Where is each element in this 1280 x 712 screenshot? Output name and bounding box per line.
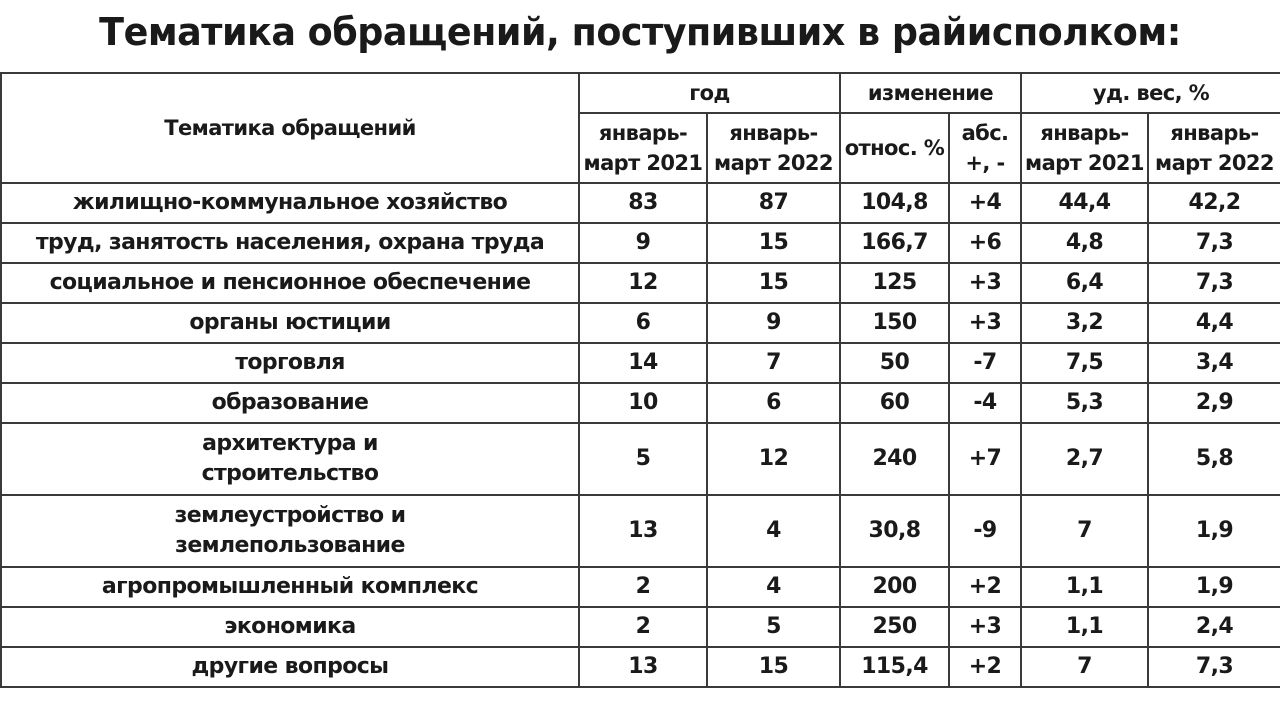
cell-share-2021: 44,4 [1021,183,1148,223]
cell-topic: торговля [1,343,579,383]
cell-topic: архитектура и строительство [1,423,579,495]
cell-jan-mar-2021: 13 [579,495,707,567]
header-topic: Тематика обращений [1,73,579,183]
cell-topic: социальное и пенсионное обеспечение [1,263,579,303]
cell-share-2022: 5,8 [1148,423,1280,495]
table-row [1,183,1280,223]
cell-share-2022: 3,4 [1148,343,1280,383]
cell-jan-mar-2021: 12 [579,263,707,303]
cell-jan-mar-2022: 5 [707,607,840,647]
cell-change-rel: 30,8 [840,495,949,567]
cell-share-2021: 7 [1021,647,1148,687]
cell-change-abs: -4 [949,383,1021,423]
cell-jan-mar-2021: 14 [579,343,707,383]
cell-topic: землеустройство и землепользование [1,495,579,567]
cell-change-abs: +4 [949,183,1021,223]
table-row [1,343,1280,383]
table-row [1,383,1280,423]
cell-change-rel: 250 [840,607,949,647]
cell-jan-mar-2022: 87 [707,183,840,223]
topics-table [0,72,1280,688]
cell-share-2021: 6,4 [1021,263,1148,303]
table-row [1,223,1280,263]
cell-change-abs: +2 [949,647,1021,687]
cell-jan-mar-2022: 7 [707,343,840,383]
cell-share-2022: 2,9 [1148,383,1280,423]
cell-jan-mar-2021: 2 [579,607,707,647]
cell-change-rel: 166,7 [840,223,949,263]
table-body [1,183,1280,687]
cell-jan-mar-2022: 12 [707,423,840,495]
cell-share-2021: 3,2 [1021,303,1148,343]
cell-jan-mar-2022: 15 [707,647,840,687]
cell-change-rel: 104,8 [840,183,949,223]
cell-change-abs: +7 [949,423,1021,495]
cell-jan-mar-2021: 10 [579,383,707,423]
table-row [1,263,1280,303]
cell-change-abs: +3 [949,263,1021,303]
cell-change-abs: -7 [949,343,1021,383]
header-share-2022: январь-март 2022 [1148,113,1280,183]
table-row [1,647,1280,687]
cell-jan-mar-2022: 15 [707,263,840,303]
table-row [1,495,1280,567]
cell-topic: экономика [1,607,579,647]
cell-jan-mar-2021: 13 [579,647,707,687]
cell-jan-mar-2021: 5 [579,423,707,495]
header-row-groups [1,73,1280,113]
cell-topic: другие вопросы [1,647,579,687]
header-group-share: уд. вес, % [1021,73,1280,113]
cell-topic: агропромышленный комплекс [1,567,579,607]
cell-jan-mar-2021: 9 [579,223,707,263]
cell-topic: образование [1,383,579,423]
cell-jan-mar-2022: 9 [707,303,840,343]
table-row [1,607,1280,647]
cell-share-2022: 7,3 [1148,263,1280,303]
header-year-2022: январь-март 2022 [707,113,840,183]
cell-topic: труд, занятость населения, охрана труда [1,223,579,263]
cell-jan-mar-2021: 2 [579,567,707,607]
cell-share-2021: 7,5 [1021,343,1148,383]
cell-share-2022: 7,3 [1148,647,1280,687]
cell-change-rel: 150 [840,303,949,343]
cell-share-2022: 2,4 [1148,607,1280,647]
cell-share-2021: 4,8 [1021,223,1148,263]
cell-share-2021: 2,7 [1021,423,1148,495]
cell-share-2021: 1,1 [1021,567,1148,607]
header-share-2021: январь-март 2021 [1021,113,1148,183]
cell-change-rel: 60 [840,383,949,423]
cell-change-abs: +6 [949,223,1021,263]
cell-share-2021: 5,3 [1021,383,1148,423]
cell-topic: органы юстиции [1,303,579,343]
cell-jan-mar-2021: 83 [579,183,707,223]
header-year-2021: январь-март 2021 [579,113,707,183]
header-group-change: изменение [840,73,1021,113]
table-row [1,423,1280,495]
header-group-year: год [579,73,840,113]
cell-change-abs: +2 [949,567,1021,607]
cell-share-2022: 4,4 [1148,303,1280,343]
page-title: Тематика обращений, поступивших в райисполком: [99,10,1181,54]
cell-change-abs: +3 [949,607,1021,647]
cell-change-rel: 50 [840,343,949,383]
cell-share-2022: 42,2 [1148,183,1280,223]
cell-jan-mar-2022: 4 [707,495,840,567]
cell-change-abs: +3 [949,303,1021,343]
cell-share-2022: 1,9 [1148,495,1280,567]
cell-share-2021: 7 [1021,495,1148,567]
cell-change-rel: 115,4 [840,647,949,687]
header-change-abs: абс. +, - [949,113,1021,183]
table-row [1,303,1280,343]
cell-share-2021: 1,1 [1021,607,1148,647]
cell-jan-mar-2022: 4 [707,567,840,607]
cell-change-rel: 200 [840,567,949,607]
table-row [1,567,1280,607]
header-change-rel: относ. % [840,113,949,183]
cell-jan-mar-2021: 6 [579,303,707,343]
cell-jan-mar-2022: 15 [707,223,840,263]
cell-change-abs: -9 [949,495,1021,567]
cell-change-rel: 240 [840,423,949,495]
cell-topic: жилищно-коммунальное хозяйство [1,183,579,223]
cell-jan-mar-2022: 6 [707,383,840,423]
cell-share-2022: 1,9 [1148,567,1280,607]
cell-change-rel: 125 [840,263,949,303]
cell-share-2022: 7,3 [1148,223,1280,263]
